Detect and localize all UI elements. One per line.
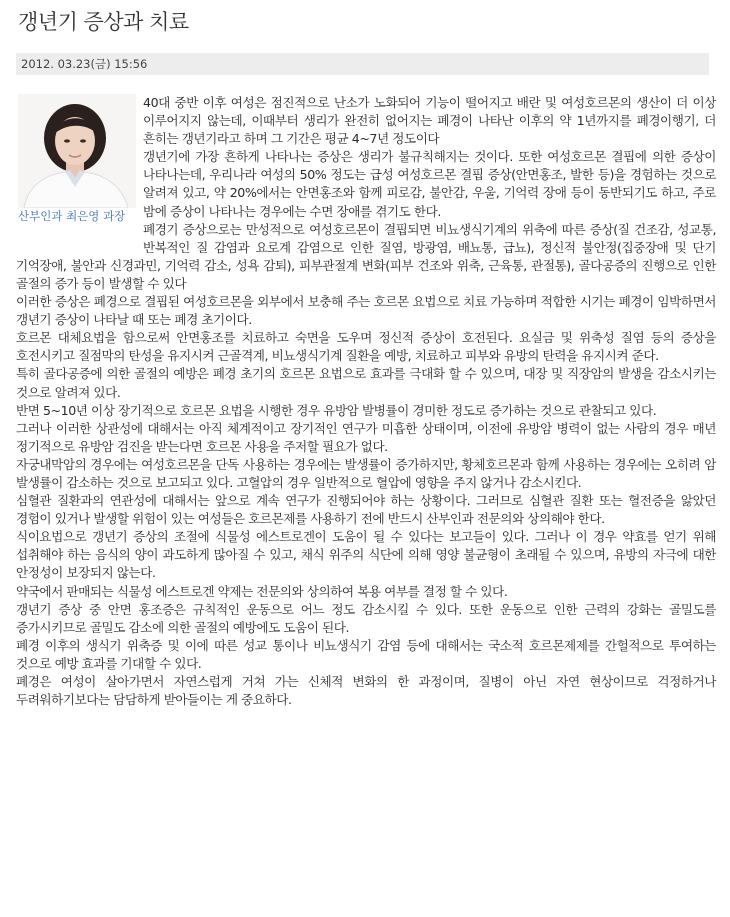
paragraph: 40대 중반 이후 여성은 점진적으로 난소가 노화되어 기능이 떨어지고 배란 및 여성호르몬의 생산이 더 이상 이루어지지 않는데, 이때부터 생리가 완전히 없어지는 폐경이 나타난 이후의 약 1년까지를 폐경이행기, 더 흔히는 갱년기라고 하며 그 기간은 평균 4~7년 정도이다 [143, 95, 716, 147]
paragraph: 갱년기 증상 중 안면 홍조증은 규칙적인 운동으로 어느 정도 감소시킬 수 있다. 또한 운동으로 인한 근력의 강화는 골밀도를 증가시키므로 골밀도 감소에 의한 골절의 예방에도 도움이 된다. [16, 601, 716, 635]
article-body [16, 94, 716, 709]
publish-date: 2012. 03.23(금) 15:56 [21, 57, 148, 71]
paragraph: 폐경 이후의 생식기 위축증 및 이에 따른 성교 통이나 비뇨생식기 감염 등에 대해서는 국소적 호르몬제제를 간헐적으로 투여하는 것으로 예방 효과를 기대할 수 있다. [16, 637, 716, 671]
paragraph: 약국에서 판매되는 식물성 에스트로겐 약제는 전문의와 상의하여 복용 여부를 결정 할 수 있다. [16, 583, 508, 599]
paragraph: 그러나 이러한 상관성에 대해서는 아직 체계적이고 장기적인 연구가 미흡한 상태이며, 이전에 유방암 병력이 없는 사람의 경우 매년 정기적으로 유방암 검진을 받는다면 호르몬 사용을 주저할 필요가 없다. [16, 420, 716, 454]
paragraph: 호르몬 대체요법을 함으로써 안면홍조를 치료하고 숙면을 도우며 정신적 증상이 호전된다. 요실금 및 위축성 질염 등의 증상을 호전시키고 질점막의 탄성을 유지시켜 근골격계, 비뇨생식기계 질환을 예방, 치료하고 피부와 유방의 탄력을 유지시켜 준다. [16, 330, 716, 364]
paragraph: 반면 5~10년 이상 장기적으로 호르몬 요법을 시행한 경우 유방암 발병률이 경미한 정도로 증가하는 것으로 관찰되고 있다. [16, 402, 657, 418]
date-bar [16, 53, 709, 75]
paragraph: 식이요법으로 갱년기 증상의 조절에 식물성 에스트로겐이 도움이 될 수 있다는 보고들이 있다. 그러나 이 경우 약효를 얻기 위해 섭취해야 하는 음식의 양이 과도하게 많아질 수 있고, 채식 위주의 식단에 의해 영양 불균형이 초래될 수 있으며, 유방의 자극에 대한 안정성이 보장되지 않는다. [16, 529, 716, 581]
paragraph: 폐경은 여성이 살아가면서 자연스럽게 거쳐 가는 신체적 변화의 한 과정이며, 질병이 아닌 자연 현상이므로 걱정하거나 두려워하기보다는 담담하게 받아들이는 게 중요하다. [16, 674, 716, 708]
photo-spacer [16, 94, 143, 244]
paragraph: 갱년기에 가장 흔하게 나타나는 증상은 생리가 불규칙해지는 것이다. 또한 여성호르몬 결핍에 의한 증상이 나타나는데, 우리나라 여성의 50% 정도는 급성 여성호르몬 결핍 증상(안면홍조, 발한 등)을 경험하는 것으로 알려져 있고, 약 20%에서는 안면홍조와 함께 피로감, 불안감, 우울, 기억력 장애 등이 동반되기도 하고, 주로 밤에 증상이 나타나는 경우에는 수면 장애를 겪기도 한다. [143, 149, 716, 219]
author-caption: 산부인과 최은영 과장 [18, 209, 126, 223]
paragraph: 폐경기 증상으로는 만성적으로 여성호르몬이 결핍되면 비뇨생식기계의 위축에 따른 증상(질 건조감, 성교통, 반복적인 질 감염과 요로계 감염으로 인한 질염, 방광염, 배뇨통, 급뇨), 정신적 불안정(집중장애 및 단기 기억장애, 불안과 신경과민, 기억력 감소, 성욕 감퇴), 피부관절계 변화(피부 건조와 위축, 근육통, 관절통), 골다공증의 진행으로 인한 골절의 증가 등이 발생할 수 있다 [16, 221, 716, 291]
page-title: 갱년기 증상과 치료 [18, 10, 189, 34]
paragraph: 심혈관 질환과의 연관성에 대해서는 앞으로 계속 연구가 진행되어야 하는 상황이다. 그러므로 심혈관 질환 또는 혈전증을 앓았던 경험이 있거나 발생할 위험이 있는 여성들은 호르몬제를 사용하기 전에 반드시 산부인과 전문의와 상의해야 한다. [16, 493, 716, 527]
paragraph: 자궁내막암의 경우에는 여성호르몬을 단독 사용하는 경우에는 발생률이 증가하지만, 황체호르몬과 함께 사용하는 경우에는 오히려 암 발생률이 감소하는 것으로 보고되고 있다. 고혈압의 경우 일반적으로 혈압에 영향을 주지 않거나 감소시킨다. [16, 456, 716, 490]
paragraph: 특히 골다공증에 의한 골절의 예방은 폐경 초기의 호르몬 요법으로 효과를 극대화 할 수 있으며, 대장 및 직장암의 발생을 감소시키는 것으로 알려져 있다. [16, 366, 716, 400]
paragraph: 이러한 증상은 폐경으로 결핍된 여성호르몬을 외부에서 보충해 주는 호르몬 요법으로 치료 가능하며 적합한 시기는 폐경이 임박하면서 갱년기 증상이 나타날 때 또는 폐경 초기이다. [16, 294, 716, 328]
